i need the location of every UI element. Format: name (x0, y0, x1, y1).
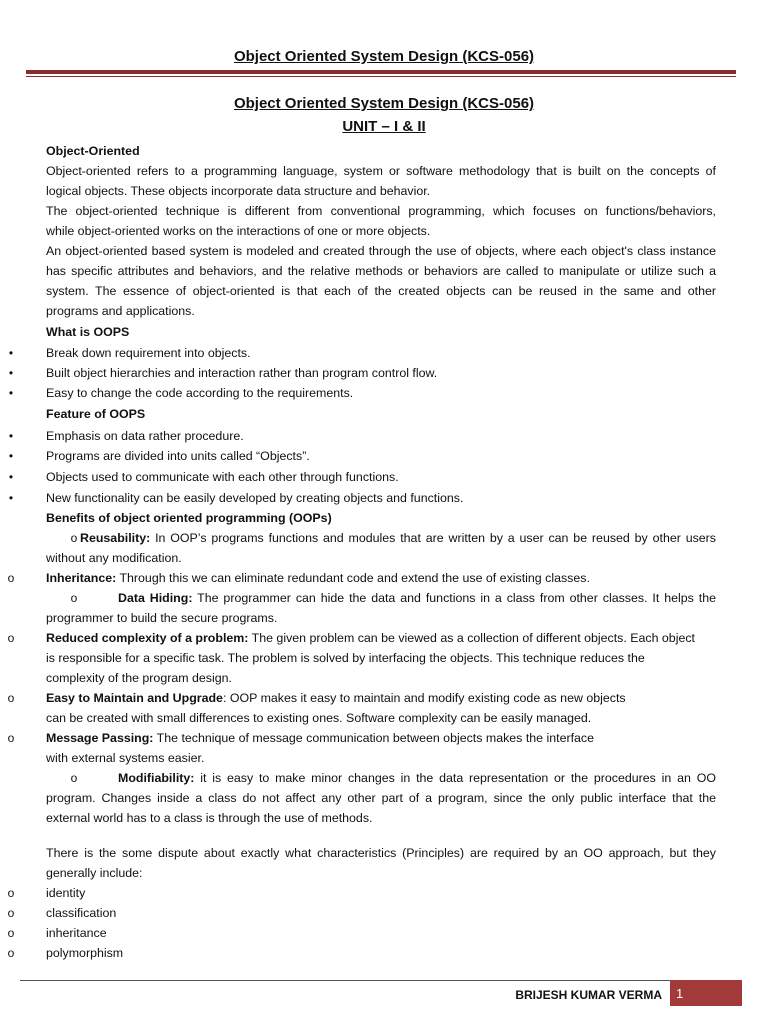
benefit-message-passing (46, 728, 716, 748)
list-item: Emphasis on data rather procedure. (46, 429, 244, 443)
bullet-circle-icon: o (7, 926, 15, 940)
footer-rule (20, 980, 742, 981)
benefit-label: Easy to Maintain and Upgrade (46, 691, 223, 705)
benefit-text: The given problem can be viewed as a collection of different objects. Each object (248, 631, 695, 645)
bullet-dot-icon: • (8, 470, 14, 484)
paragraph-line: generally include: (46, 866, 143, 880)
benefit-label: Reduced complexity of a problem: (46, 631, 249, 645)
list-item: Built object hierarchies and interaction rather than program control flow. (46, 366, 438, 380)
benefit-inheritance (46, 568, 716, 588)
benefit-text: The programmer can hide the data and functions in a class from other classes. It helps the (192, 591, 716, 605)
benefit-label: Reusability: (80, 531, 151, 545)
list-item: Easy to change the code according to the requirements. (46, 386, 354, 400)
bullet-circle-icon: o (70, 771, 78, 785)
bullet-circle-icon: o (7, 691, 15, 705)
benefit-modifiability (118, 768, 716, 788)
benefit-text: In OOP’s programs functions and modules that are written by a user can be reused by other users (150, 531, 716, 545)
benefit-text: The technique of message communication between objects makes the interface (153, 731, 595, 745)
benefit-text: Through this we can eliminate redundant code and extend the use of existing classes. (116, 571, 590, 585)
benefit-reusability (80, 528, 716, 548)
bullet-circle-icon: o (7, 731, 15, 745)
principle-item: inheritance (46, 926, 107, 940)
list-item: Break down requirement into objects. (46, 346, 251, 360)
paragraph-line: An object-oriented based system is modeled and created through the use of objects, where each object's class instance (46, 244, 716, 258)
list-item: Programs are divided into units called “Objects”. (46, 449, 310, 463)
benefit-label: Message Passing: (46, 731, 154, 745)
bullet-circle-icon: o (70, 591, 78, 605)
paragraph-line: external world has to a class is through the use of methods. (46, 811, 373, 825)
bullet-circle-icon: o (7, 571, 15, 585)
unit-title: UNIT – I & II (342, 118, 426, 135)
bullet-dot-icon: • (8, 346, 14, 360)
benefit-text: it is easy to make minor changes in the data representation or the procedures in an OO (194, 771, 716, 785)
header-rule-thin (26, 76, 736, 77)
paragraph-line: The object-oriented technique is different from conventional programming, which focuses on functions/behaviors, (46, 204, 716, 218)
paragraph-line: Object-oriented refers to a programming language, system or software methodology that is built on the concepts of (46, 164, 716, 178)
page-number: 1 (676, 986, 684, 1001)
running-header-title: Object Oriented System Design (KCS-056) (233, 48, 535, 65)
paragraph-line: has specific attributes and behaviors, and the relative methods or behaviors are called to manipulate or utilize such a (46, 264, 716, 278)
bullet-circle-icon: o (7, 886, 15, 900)
paragraph-line: is responsible for a specific task. The problem is solved by interfacing the objects. This technique reduces the (46, 651, 645, 665)
section-heading-what-is-oops: What is OOPS (46, 325, 130, 339)
bullet-dot-icon: • (8, 429, 14, 443)
section-heading-feature-of-oops: Feature of OOPS (46, 407, 146, 421)
benefit-label: Modifiability: (118, 771, 195, 785)
bullet-dot-icon: • (8, 449, 14, 463)
paragraph-line: There is the some dispute about exactly what characteristics (Principles) are required by an OO approach, but they (46, 846, 716, 860)
benefit-reduced-complexity (46, 628, 716, 648)
paragraph-line: system. The essence of object-oriented is that each of the created objects can be reused in the same and other (46, 284, 716, 298)
paragraph-line: program. Changes inside a class do not affect any other part of a program, since the only public interface that the (46, 791, 716, 805)
document-title: Object Oriented System Design (KCS-056) (233, 95, 535, 112)
paragraph-line: can be created with small differences to existing ones. Software complexity can be easily managed. (46, 711, 592, 725)
paragraph-line: with external systems easier. (46, 751, 205, 765)
bullet-circle-icon: o (7, 631, 15, 645)
benefit-label: Inheritance: (46, 571, 117, 585)
paragraph-line: while object-oriented works on the interactions of one or more objects. (46, 224, 431, 238)
bullet-dot-icon: • (8, 366, 14, 380)
principle-item: identity (46, 886, 86, 900)
section-heading-object-oriented: Object-Oriented (46, 144, 140, 158)
paragraph-line: without any modification. (46, 551, 182, 565)
bullet-dot-icon: • (8, 491, 14, 505)
benefit-easy-maintain (46, 688, 716, 708)
bullet-circle-icon: o (70, 531, 78, 545)
list-item: New functionality can be easily developed by creating objects and functions. (46, 491, 464, 505)
bullet-dot-icon: • (8, 386, 14, 400)
header-rule-thick (26, 70, 736, 74)
bullet-circle-icon: o (7, 946, 15, 960)
paragraph-line: logical objects. These objects incorporate data structure and behavior. (46, 184, 431, 198)
footer-author: BRIJESH KUMAR VERMA (515, 988, 662, 1002)
paragraph-line: programmer to build the secure programs. (46, 611, 278, 625)
principle-item: polymorphism (46, 946, 124, 960)
list-item: Objects used to communicate with each other through functions. (46, 470, 399, 484)
bullet-circle-icon: o (7, 906, 15, 920)
paragraph-line: complexity of the program design. (46, 671, 232, 685)
principle-item: classification (46, 906, 117, 920)
benefit-data-hiding (118, 588, 716, 608)
benefit-text: : OOP makes it easy to maintain and modify existing code as new objects (222, 691, 626, 705)
section-heading-benefits: Benefits of object oriented programming (OOPs) (46, 511, 332, 525)
benefit-label: Data Hiding: (118, 591, 193, 605)
paragraph-line: programs and applications. (46, 304, 195, 318)
